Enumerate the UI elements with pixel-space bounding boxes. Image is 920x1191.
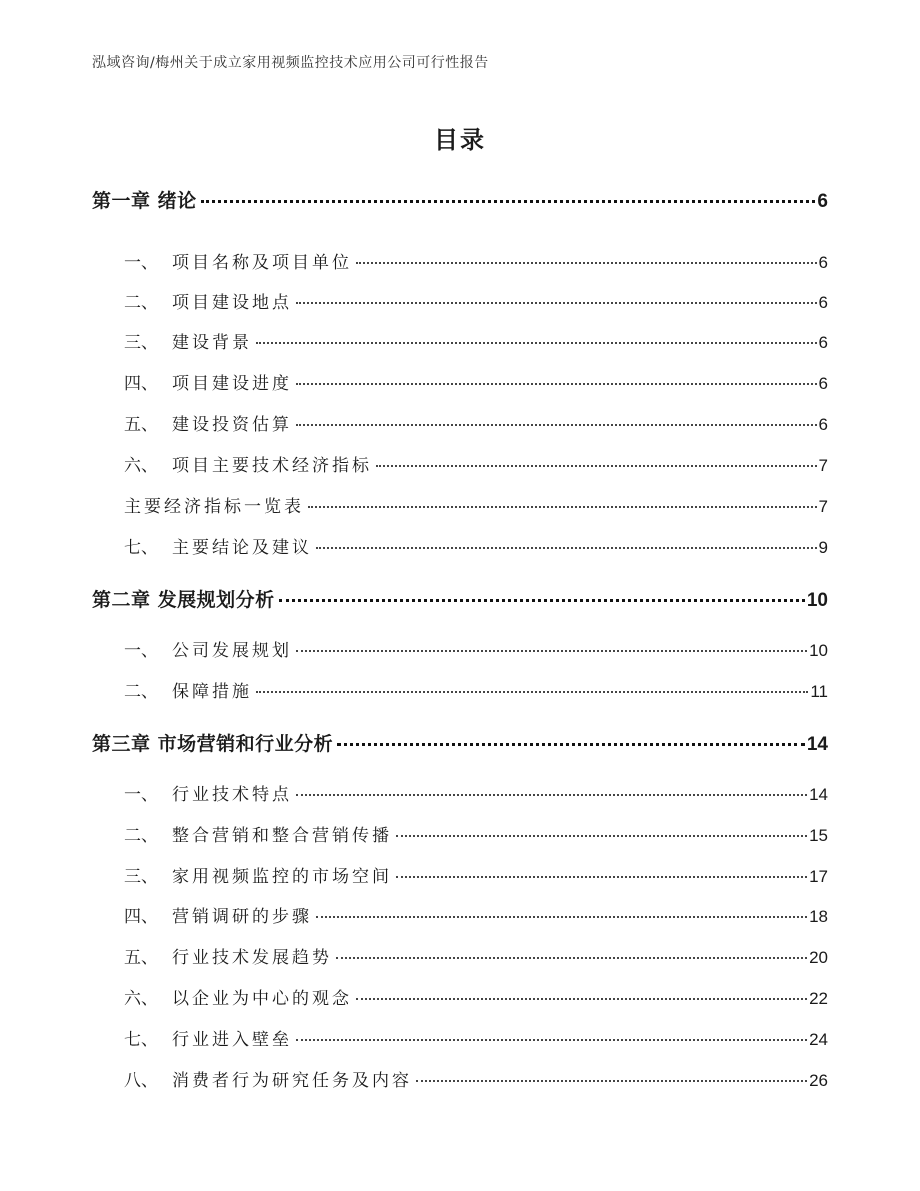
dot-leader <box>296 1039 807 1041</box>
toc-page-number: 6 <box>818 293 828 312</box>
dot-leader <box>256 342 817 344</box>
toc-item-number: 二、 <box>124 826 158 846</box>
toc-label: 建设投资估算 <box>172 415 292 435</box>
dot-leader <box>296 383 817 385</box>
toc-page-number: 17 <box>809 867 828 886</box>
toc-item[interactable] <box>124 410 828 435</box>
toc-item-number: 六、 <box>124 456 158 476</box>
dot-leader <box>356 262 817 264</box>
toc-item[interactable] <box>124 984 828 1009</box>
toc-item-number: 五、 <box>124 948 158 968</box>
toc-label: 整合营销和整合营销传播 <box>172 826 392 846</box>
toc-item[interactable] <box>124 862 828 887</box>
toc-item-number: 二、 <box>124 682 158 702</box>
toc-label: 第三章 市场营销和行业分析 <box>92 733 334 755</box>
dot-leader <box>416 1080 807 1082</box>
toc-label: 家用视频监控的市场空间 <box>172 867 392 887</box>
toc-item-number: 七、 <box>124 1030 158 1050</box>
toc-item[interactable] <box>124 821 828 846</box>
toc-page-number: 7 <box>818 497 828 516</box>
dot-leader <box>256 691 808 693</box>
dot-leader <box>296 424 817 426</box>
dot-leader <box>308 506 817 508</box>
toc-page-number: 26 <box>809 1071 828 1090</box>
dot-leader <box>396 835 807 837</box>
toc-label: 项目建设进度 <box>172 374 292 394</box>
toc-page-number: 11 <box>810 682 828 701</box>
dot-leader <box>376 465 817 467</box>
toc-item[interactable] <box>124 1066 828 1091</box>
toc-label: 行业进入壁垒 <box>172 1030 292 1050</box>
dot-leader <box>201 200 816 203</box>
dot-leader <box>316 916 807 918</box>
toc-item-number: 一、 <box>124 785 158 805</box>
dot-leader <box>337 743 805 746</box>
toc-item-number: 三、 <box>124 333 158 353</box>
toc-chapter-3[interactable] <box>92 729 828 756</box>
toc-item-number: 七、 <box>124 538 158 558</box>
toc-page-number: 6 <box>818 333 828 352</box>
toc-label: 项目主要技术经济指标 <box>172 456 372 476</box>
toc-page-number: 18 <box>809 907 828 926</box>
toc-item-number: 八、 <box>124 1071 158 1091</box>
toc-label: 建设背景 <box>172 333 252 353</box>
dot-leader <box>279 599 805 602</box>
toc-label: 行业技术发展趋势 <box>172 948 332 968</box>
toc-label: 第二章 发展规划分析 <box>92 589 275 611</box>
toc-label: 主要经济指标一览表 <box>124 497 304 517</box>
toc-item-number: 一、 <box>124 641 158 661</box>
toc-item[interactable] <box>124 328 828 353</box>
toc-page-number: 14 <box>806 734 828 755</box>
toc-page-number: 20 <box>809 948 828 967</box>
toc-item[interactable] <box>124 636 828 661</box>
toc-item[interactable] <box>124 533 828 558</box>
toc-page-number: 14 <box>809 785 828 804</box>
toc-label: 消费者行为研究任务及内容 <box>172 1071 412 1091</box>
running-header: 泓域咨询/梅州关于成立家用视频监控技术应用公司可行性报告 <box>92 55 489 71</box>
toc-item-number: 二、 <box>124 293 158 313</box>
toc-page-number: 6 <box>817 191 828 212</box>
toc-page-number: 24 <box>809 1030 828 1049</box>
toc-item[interactable] <box>124 1025 828 1050</box>
toc-label: 公司发展规划 <box>172 641 292 661</box>
toc-item[interactable] <box>124 943 828 968</box>
toc-page-number: 10 <box>806 590 828 611</box>
toc-item[interactable] <box>124 492 828 517</box>
toc-label: 项目名称及项目单位 <box>172 253 352 273</box>
toc-item-number: 一、 <box>124 253 158 273</box>
toc-label: 行业技术特点 <box>172 785 292 805</box>
dot-leader <box>296 794 807 796</box>
toc-item[interactable] <box>124 780 828 805</box>
toc-chapter-1[interactable] <box>92 186 828 213</box>
toc-item-number: 六、 <box>124 989 158 1009</box>
page-title: 目录 <box>434 126 486 154</box>
toc-label: 以企业为中心的观念 <box>172 989 352 1009</box>
toc-label: 营销调研的步骤 <box>172 907 312 927</box>
toc-page-number: 15 <box>809 826 828 845</box>
toc-item-number: 四、 <box>124 374 158 394</box>
dot-leader <box>336 957 807 959</box>
toc-page-number: 22 <box>809 989 828 1008</box>
toc-page-number: 6 <box>818 374 828 393</box>
toc-label: 主要结论及建议 <box>172 538 312 558</box>
dot-leader <box>296 650 807 652</box>
toc-item-number: 四、 <box>124 907 158 927</box>
toc-chapter-2[interactable] <box>92 585 828 612</box>
toc-label: 项目建设地点 <box>172 293 292 313</box>
dot-leader <box>396 876 807 878</box>
toc-item[interactable] <box>124 288 828 313</box>
toc-item[interactable] <box>124 451 828 476</box>
toc-page-number: 10 <box>809 641 828 660</box>
dot-leader <box>296 302 817 304</box>
toc-item[interactable] <box>124 902 828 927</box>
toc-item-number: 五、 <box>124 415 158 435</box>
dot-leader <box>316 547 817 549</box>
toc-page-number: 6 <box>818 253 828 272</box>
toc-item-number: 三、 <box>124 867 158 887</box>
dot-leader <box>356 998 807 1000</box>
toc-page-number: 9 <box>818 538 828 557</box>
toc-item[interactable] <box>124 248 828 273</box>
toc-item[interactable] <box>124 369 828 394</box>
toc-page-number: 7 <box>818 456 828 475</box>
toc-label: 保障措施 <box>172 682 252 702</box>
toc-label: 第一章 绪论 <box>92 190 197 212</box>
toc-item[interactable] <box>124 677 828 702</box>
toc-page-number: 6 <box>818 415 828 434</box>
